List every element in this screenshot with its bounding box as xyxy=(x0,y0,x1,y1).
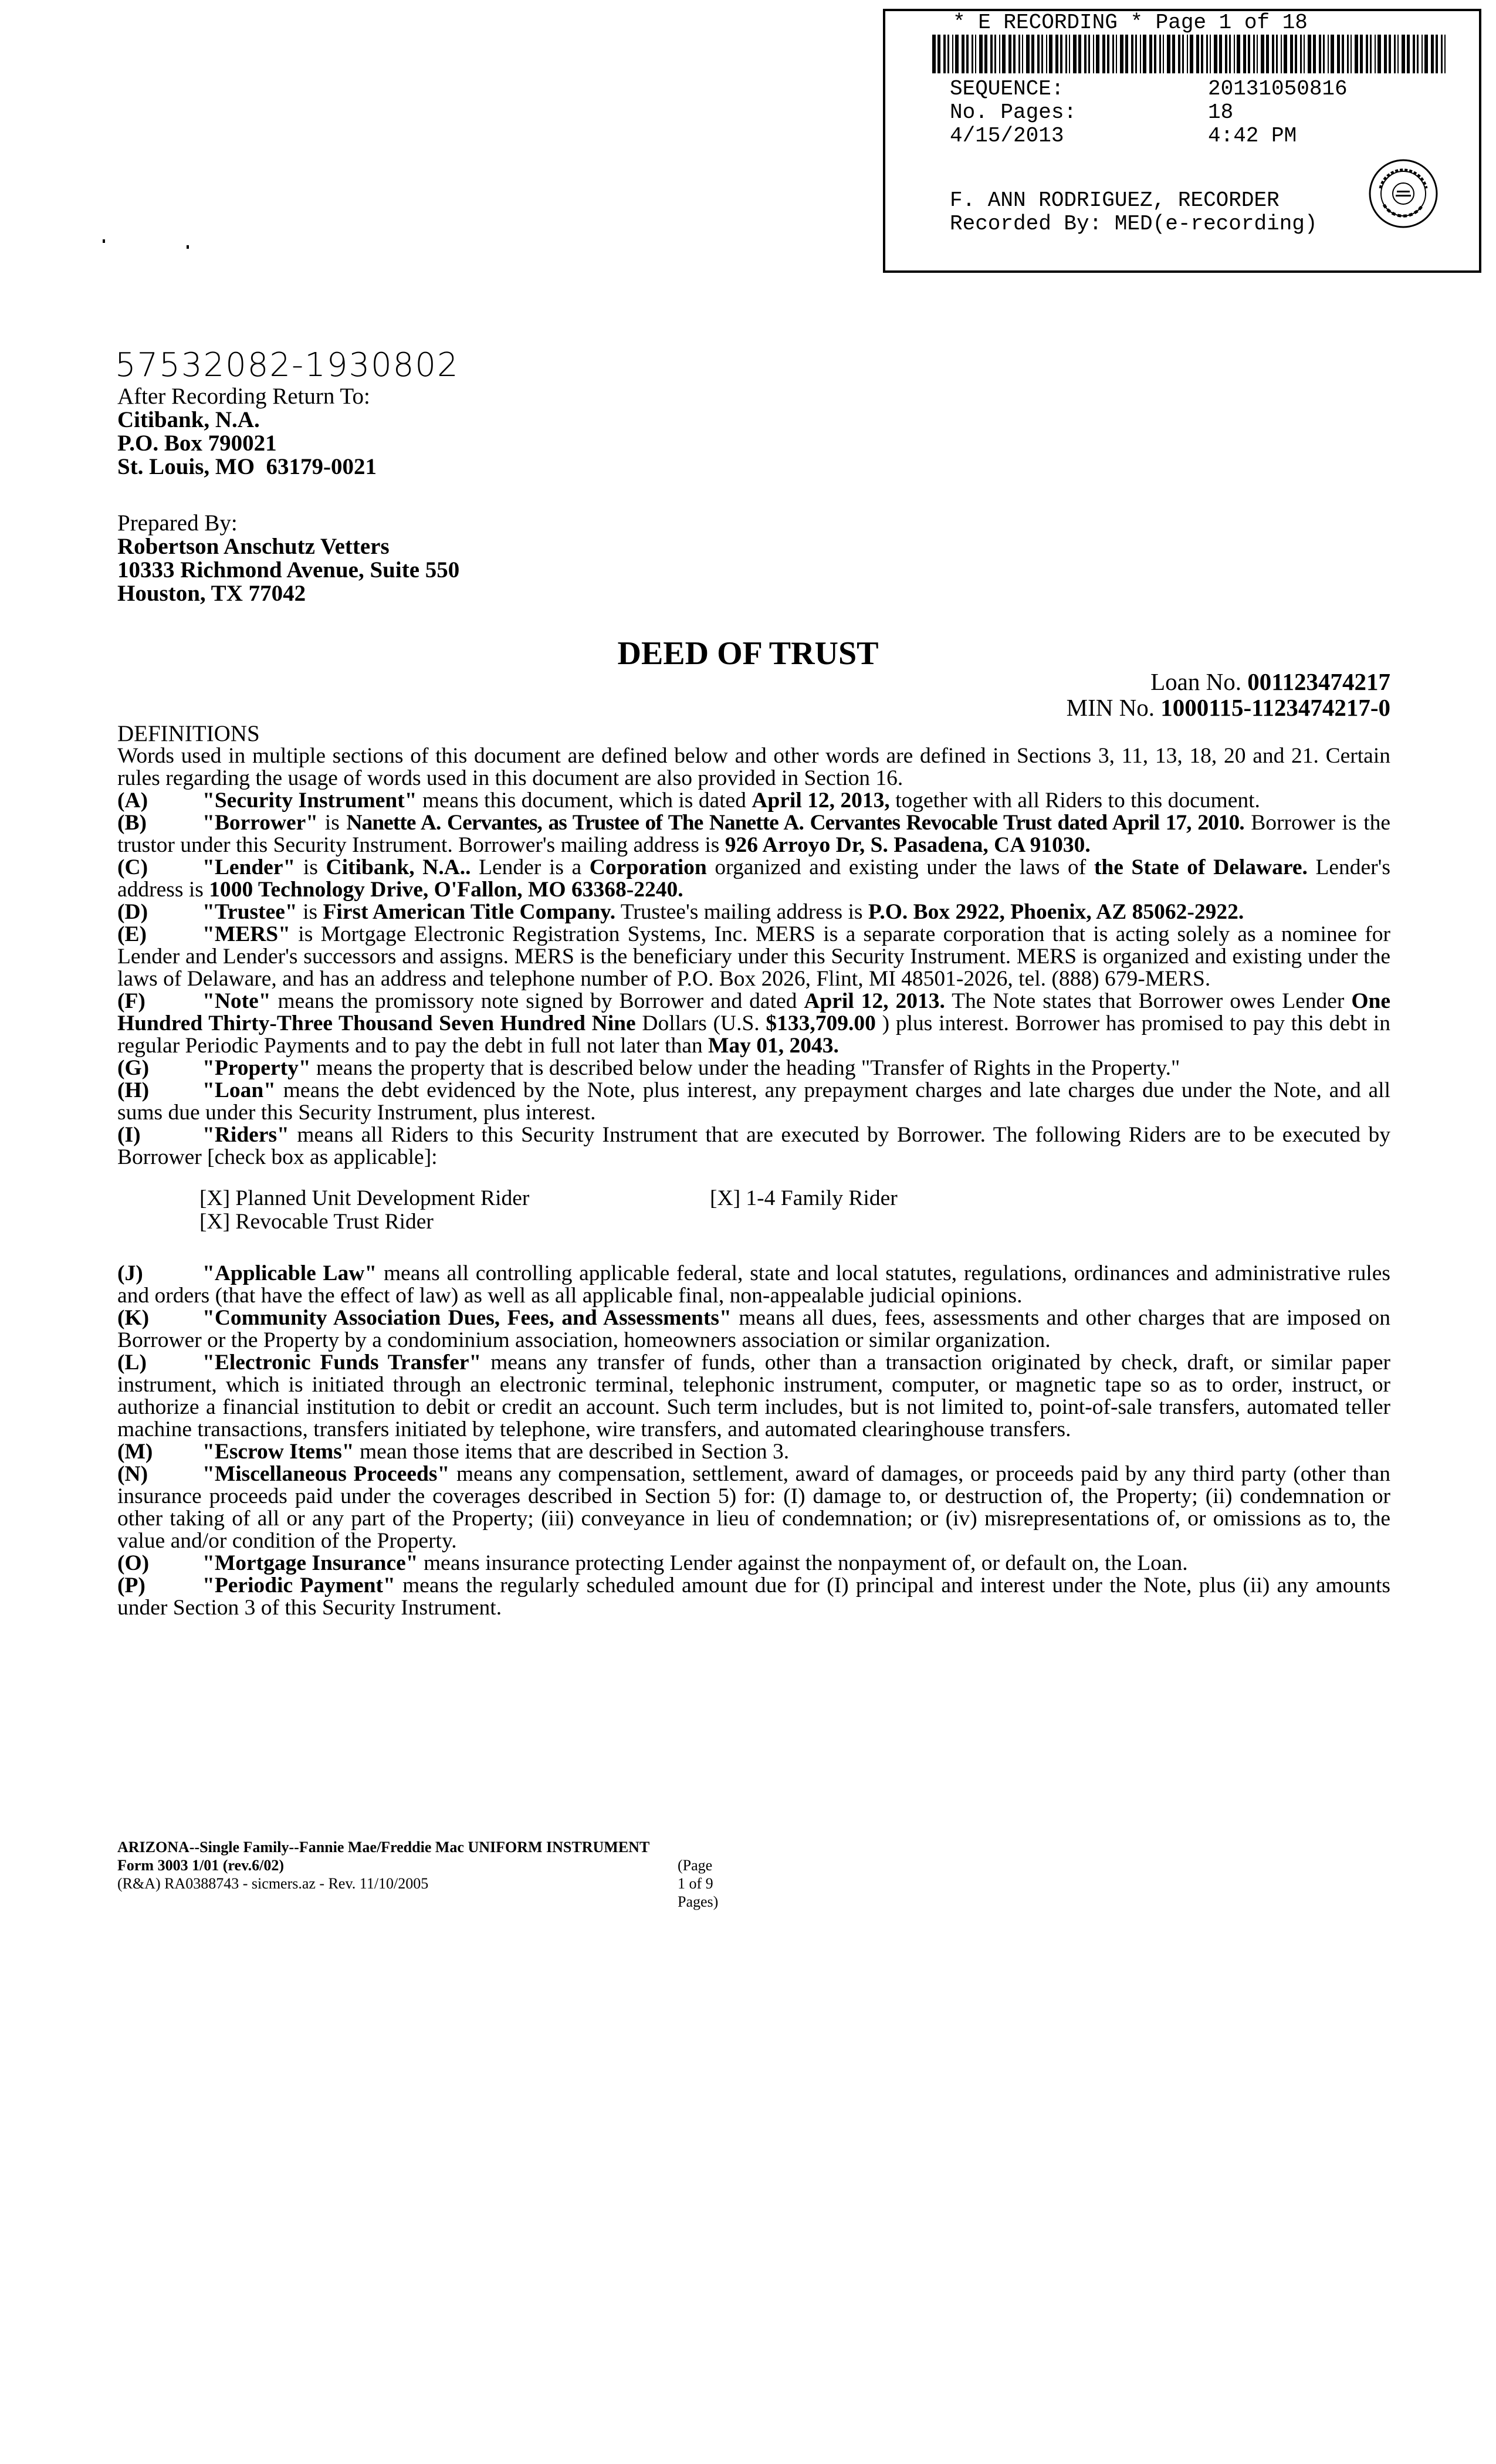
definition-b: (B) "Borrower" is Nanette A. Cervantes, as Trustee of The Nanette A. Cervantes Revocable Trust dated April 17, 2010. Borrower is the trustor under this Security Instrument. Borrower's mailing address is 926 Arroyo Dr, S. Pasadena, CA 91030. xyxy=(117,811,1391,857)
definition-m: (M) "Escrow Items" mean those items that are described in Section 3. xyxy=(117,1440,790,1464)
county-recorder-seal-icon xyxy=(1368,158,1439,229)
prepared-by-line1: 10333 Richmond Avenue, Suite 550 xyxy=(117,557,460,583)
return-to-name: Citibank, N.A. xyxy=(117,407,260,432)
loan-number: 001123474217 xyxy=(1247,668,1390,695)
definition-p: (P) "Periodic Payment" means the regularly scheduled amount due for (I) principal and interest under the Note, plus (ii) any amounts under Section 3 of this Security Instrument. xyxy=(117,1573,1390,1620)
definition-h: (H) "Loan" means the debt evidenced by the Note, plus interest, any prepayment charges and late charges due under the Note, and all sums due under this Security Instrument, plus interest. xyxy=(117,1078,1390,1125)
document-title: DEED OF TRUST xyxy=(617,635,879,672)
definition-g: (G) "Property" means the property that is described below under the heading "Transfer of Rights in the Property." xyxy=(117,1056,1180,1080)
definition-j: (J) "Applicable Law" means all controlling applicable federal, state and local statutes, regulations, ordinances and administrative rules and orders (that have the effect of law) as well as all applicable final, non-appealable judicial opinions. xyxy=(117,1261,1390,1308)
handwritten-reference: 57532082-1930802 xyxy=(115,346,459,384)
barcode xyxy=(932,35,1448,73)
footer-page-count: (Page 1 of 9 Pages) xyxy=(678,1857,719,1910)
recording-header: * E RECORDING * Page 1 of 18 xyxy=(953,11,1308,35)
return-to-label: After Recording Return To: xyxy=(117,384,370,409)
definition-a: (A) "Security Instrument" means this document, which is dated April 12, 2013, together with all Riders to this document. xyxy=(117,788,1260,813)
definition-l: (L) "Electronic Funds Transfer" means any transfer of funds, other than a transaction originated by check, draft, or similar paper instrument, which is initiated through an electronic terminal, telephonic instrument, computer, or magnetic tape so as to order, instruct, or authorize a financial institution to debit or credit an account. Such term includes, but is not limited to, point-of-sale transfers, automated teller machine transactions, transfers initiated by telephone, wire transfers, and automated clearinghouse transfers. xyxy=(117,1351,1390,1441)
loan-numbers xyxy=(763,669,1390,720)
definition-n: (N) "Miscellaneous Proceeds" means any compensation, settlement, award of damages, or proceeds paid by any third party (other than insurance proceeds paid under the coverages described in Section 5) for: (I) damage to, or destruction of, the Property; (ii) condemnation or other taking of all or any part of the Property; (iii) conveyance in lieu of condemnation; or (iv) misrepresentations of, or omissions as to, the value and/or condition of the Property. xyxy=(117,1462,1390,1553)
prepared-by-name: Robertson Anschutz Vetters xyxy=(117,534,390,559)
riders-checklist xyxy=(117,1187,1390,1263)
definition-d: (D) "Trustee" is First American Title Company. Trustee's mailing address is P.O. Box 2922, Phoenix, AZ 85062-2922. xyxy=(117,900,1244,924)
form-footer xyxy=(117,1838,719,1910)
rider-revocable-trust: [X] Revocable Trust Rider xyxy=(199,1210,434,1234)
loan-number-label: Loan No. xyxy=(1150,668,1248,695)
footer-form-number: Form 3003 1/01 (rev.6/02) xyxy=(117,1857,285,1874)
footer-instrument-line: ARIZONA--Single Family--Fannie Mae/Freddie Mac UNIFORM INSTRUMENT xyxy=(117,1839,650,1856)
min-number-label: MIN No. xyxy=(1066,694,1161,721)
prepared-by-block xyxy=(117,512,459,605)
definition-e: (E) "MERS" is Mortgage Electronic Registration Systems, Inc. MERS is a separate corporation that is acting solely as a nominee for Lender and Lender's successors and assigns. MERS is the beneficiary under this Security Instrument. MERS is organized and existing under the laws of Delaware, and has an address and telephone number of P.O. Box 2026, Flint, MI 48501-2026, tel. (888) 679-MERS. xyxy=(117,922,1390,991)
speck-mark xyxy=(103,239,105,243)
definitions-heading: DEFINITIONS xyxy=(117,721,260,746)
definition-f: (F) "Note" means the promissory note signed by Borrower and dated April 12, 2013. The Note states that Borrower owes Lender One Hundred Thirty-Three Thousand Seven Hundred Nine Dollars (U.S. $133,709.00 ) plus interest. Borrower has promised to pay this debt in regular Periodic Payments and to pay the debt in full not later than May 01, 2043. xyxy=(117,989,1391,1058)
prepared-by-label: Prepared By: xyxy=(117,510,238,536)
pages-label: No. Pages: xyxy=(950,100,1077,124)
definitions-intro: Words used in multiple sections of this document are defined below and other words are defined in Sections 3, 11, 13, 18, 20 and 21. Certain rules regarding the usage of words used in this document are also provided in Section 16. xyxy=(117,744,1390,790)
recorder-name: F. ANN RODRIGUEZ, RECORDER xyxy=(950,188,1280,212)
rider-pud: [X] Planned Unit Development Rider xyxy=(199,1186,530,1210)
rider-1-4-family: [X] 1-4 Family Rider xyxy=(710,1186,898,1210)
prepared-by-line2: Houston, TX 77042 xyxy=(117,581,306,606)
min-number: 1000115-1123474217-0 xyxy=(1160,694,1390,721)
return-to-block xyxy=(117,385,377,479)
loan-number-line xyxy=(763,669,1390,695)
return-to-line1: P.O. Box 790021 xyxy=(117,431,277,456)
definition-k: (K) "Community Association Dues, Fees, and Assessments" means all dues, fees, assessments and other charges that are imposed on Borrower or the Property by a condominium association, homeowners association or similar organization. xyxy=(117,1306,1390,1352)
recording-stamp xyxy=(883,9,1481,273)
return-to-line2: St. Louis, MO 63179-0021 xyxy=(117,454,377,479)
definition-o: (O) "Mortgage Insurance" means insurance protecting Lender against the nonpayment of, or default on, the Loan. xyxy=(117,1551,1188,1575)
speck-mark xyxy=(187,245,189,249)
recording-time: 4:42 PM xyxy=(1208,124,1297,148)
definitions-section xyxy=(117,723,1390,1619)
sequence-label: SEQUENCE: xyxy=(950,77,1064,101)
definition-i: (I) "Riders" means all Riders to this Security Instrument that are executed by Borrower. The following Riders are to be executed by Borrower [check box as applicable]: xyxy=(117,1123,1390,1169)
pages-value: 18 xyxy=(1208,100,1234,124)
sequence-value: 20131050816 xyxy=(1208,77,1348,101)
recorded-by: Recorded By: MED(e-recording) xyxy=(950,212,1318,236)
definition-c: (C) "Lender" is Citibank, N.A.. Lender is a Corporation organized and existing under the laws of the State of Delaware. Lender's address is 1000 Technology Drive, O'Fallon, MO 63368-2240. xyxy=(117,855,1390,902)
min-number-line xyxy=(763,695,1390,720)
recording-date: 4/15/2013 xyxy=(950,124,1064,148)
footer-revision-line: (R&A) RA0388743 - sicmers.az - Rev. 11/10/2005 xyxy=(117,1875,429,1892)
